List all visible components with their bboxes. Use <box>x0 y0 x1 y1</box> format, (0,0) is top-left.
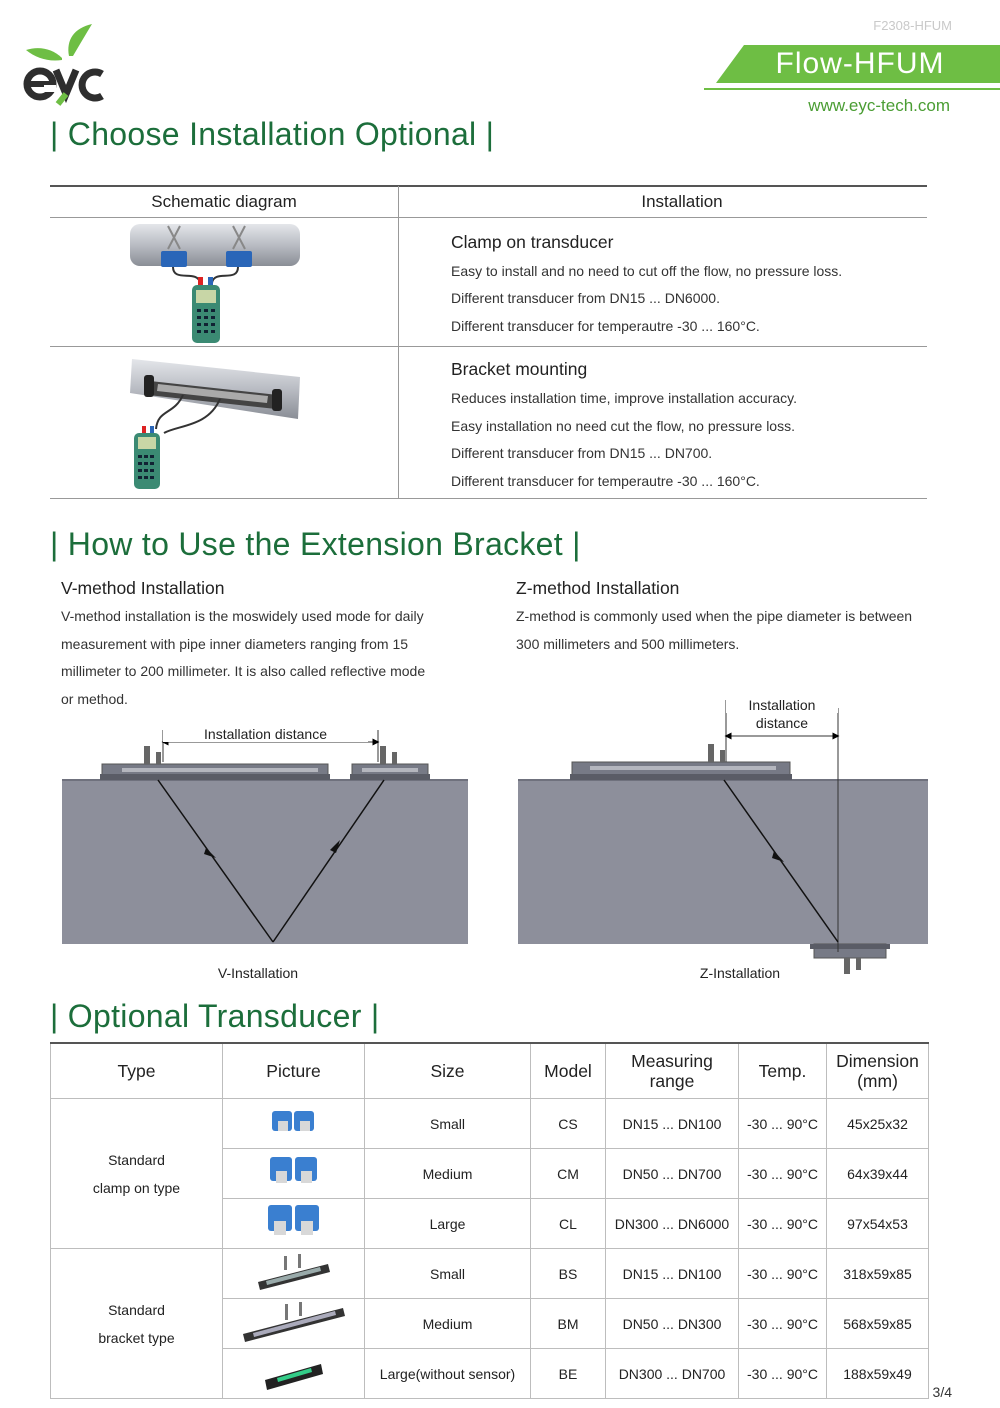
header-dimension <box>827 1043 929 1099</box>
document-id: F2308-HFUM <box>873 18 952 33</box>
v-method-line-4: or method. <box>61 690 128 707</box>
temp-cell: -30 ... 90°C <box>739 1349 827 1399</box>
header-measuring-range-line-1: Measuring <box>631 1051 713 1071</box>
size-cell: Small <box>365 1249 531 1299</box>
picture-bm <box>223 1299 365 1349</box>
v-method-line-3: millimeter to 200 millimeter. It is also called reflective mode <box>61 663 426 679</box>
website-link[interactable]: www.eyc-tech.com <box>808 96 950 115</box>
model-cell: BM <box>531 1299 606 1349</box>
temp-cell: -30 ... 90°C <box>739 1199 827 1249</box>
table-row <box>51 1099 929 1149</box>
table-top-rule <box>50 185 927 187</box>
clamp-on-line-2: Different transducer from DN15 ... DN6000. <box>451 290 720 306</box>
bracket-transducer-medium-image <box>239 1300 349 1344</box>
dimension-cell: 45x25x32 <box>827 1099 929 1149</box>
z-installation-distance-label-1: Installation <box>726 697 838 713</box>
z-installation-caption: Z-Installation <box>699 965 781 981</box>
z-method-line-2: 300 millimeters and 500 millimeters. <box>516 635 740 652</box>
type-cell-clamp-on <box>51 1099 223 1249</box>
section-title-optional-transducer: | Optional Transducer | <box>50 998 380 1034</box>
model-cell: CL <box>531 1199 606 1249</box>
table-row <box>51 1249 929 1299</box>
v-installation-distance-label: Installation distance <box>163 726 368 742</box>
col-header-schematic: Schematic diagram <box>151 192 297 211</box>
table-bottom-rule <box>50 498 927 499</box>
range-cell: DN300 ... DN6000 <box>606 1199 739 1249</box>
header-model: Model <box>531 1043 606 1099</box>
z-method-title: Z-method Installation <box>516 578 680 598</box>
bracket-transducer-large-image <box>261 1354 327 1390</box>
size-cell: Small <box>365 1099 531 1149</box>
range-cell: DN15 ... DN100 <box>606 1249 739 1299</box>
dimension-cell: 188x59x49 <box>827 1349 929 1399</box>
model-cell: CM <box>531 1149 606 1199</box>
header-measuring-range <box>606 1043 739 1099</box>
v-method-line-1: V-method installation is the moswidely used mode for daily <box>61 608 424 624</box>
dimension-cell: 97x54x53 <box>827 1199 929 1249</box>
banner-underline <box>704 88 1000 90</box>
z-method-line-1: Z-method is commonly used when the pipe diameter is between <box>516 608 913 624</box>
header-dimension-line-1: Dimension <box>836 1051 919 1071</box>
temp-cell: -30 ... 90°C <box>739 1249 827 1299</box>
model-cell: BS <box>531 1249 606 1299</box>
size-cell: Large(without sensor) <box>365 1349 531 1399</box>
header-size: Size <box>365 1043 531 1099</box>
type-cell-bracket <box>51 1249 223 1399</box>
dimension-cell: 318x59x85 <box>827 1249 929 1299</box>
section-title-installation: | Choose Installation Optional | <box>50 116 495 152</box>
picture-cs <box>223 1099 365 1149</box>
range-cell: DN15 ... DN100 <box>606 1099 739 1149</box>
product-title: Flow-HFUM <box>775 47 945 80</box>
dimension-cell: 64x39x44 <box>827 1149 929 1199</box>
range-cell: DN50 ... DN700 <box>606 1149 739 1199</box>
v-method-description <box>61 603 481 713</box>
bracket-mounting-schematic-image <box>128 351 303 491</box>
clamp-transducer-small-image <box>270 1105 318 1139</box>
clamp-on-line-3: Different transducer for temperautre -30 ... 160°C. <box>451 318 760 334</box>
dimension-cell: 568x59x85 <box>827 1299 929 1349</box>
range-cell: DN300 ... DN700 <box>606 1349 739 1399</box>
v-method-title: V-method Installation <box>61 578 225 598</box>
z-installation-distance-label-2: distance <box>755 715 809 731</box>
table-header-row <box>51 1043 929 1099</box>
size-cell: Medium <box>365 1149 531 1199</box>
header-type: Type <box>51 1043 223 1099</box>
clamp-on-line-1: Easy to install and no need to cut off the flow, no pressure loss. <box>451 263 843 279</box>
type-bracket-line-2: bracket type <box>98 1329 175 1346</box>
picture-be <box>223 1349 365 1399</box>
model-cell: CS <box>531 1099 606 1149</box>
picture-cm <box>223 1149 365 1199</box>
header-dimension-line-2: (mm) <box>857 1071 898 1091</box>
clamp-on-schematic-image <box>128 221 303 345</box>
type-clamp-on-line-1: Standard <box>108 1151 165 1168</box>
picture-cl <box>223 1199 365 1249</box>
table-column-divider <box>398 186 399 498</box>
size-cell: Medium <box>365 1299 531 1349</box>
temp-cell: -30 ... 90°C <box>739 1099 827 1149</box>
clamp-on-title: Clamp on transducer <box>451 232 614 252</box>
z-method-description <box>516 603 956 658</box>
model-cell: BE <box>531 1349 606 1399</box>
page-number: 3/4 <box>932 1384 952 1400</box>
header-temp: Temp. <box>739 1043 827 1099</box>
type-clamp-on-line-2: clamp on type <box>92 1179 181 1196</box>
v-installation-caption: V-Installation <box>217 965 299 981</box>
z-installation-diagram <box>514 700 934 982</box>
range-cell: DN50 ... DN300 <box>606 1299 739 1349</box>
temp-cell: -30 ... 90°C <box>739 1299 827 1349</box>
table-header-rule <box>50 217 927 218</box>
type-bracket-line-1: Standard <box>108 1301 165 1318</box>
bracket-title: Bracket mounting <box>451 359 588 379</box>
bracket-transducer-small-image <box>254 1252 334 1292</box>
bracket-line-4: Different transducer for temperautre -30 ... 160°C. <box>451 473 760 489</box>
size-cell: Large <box>365 1199 531 1249</box>
table-row-rule <box>50 346 927 347</box>
bracket-line-3: Different transducer from DN15 ... DN700. <box>451 445 713 461</box>
col-header-installation: Installation <box>641 192 723 211</box>
v-installation-diagram <box>58 722 472 952</box>
temp-cell: -30 ... 90°C <box>739 1149 827 1199</box>
header-picture: Picture <box>223 1043 365 1099</box>
clamp-transducer-large-image <box>266 1201 322 1243</box>
bracket-line-1: Reduces installation time, improve installation accuracy. <box>451 390 798 406</box>
transducer-table <box>50 1042 929 1399</box>
picture-bs <box>223 1249 365 1299</box>
section-title-extension-bracket: | How to Use the Extension Bracket | <box>50 526 581 562</box>
header-measuring-range-line-2: range <box>649 1071 695 1091</box>
eyc-logo <box>22 22 112 106</box>
clamp-transducer-medium-image <box>268 1153 320 1191</box>
v-method-line-2: measurement with pipe inner diameters ranging from 15 <box>61 635 409 652</box>
bracket-line-2: Easy installation no need cut the flow, no pressure loss. <box>451 418 795 434</box>
